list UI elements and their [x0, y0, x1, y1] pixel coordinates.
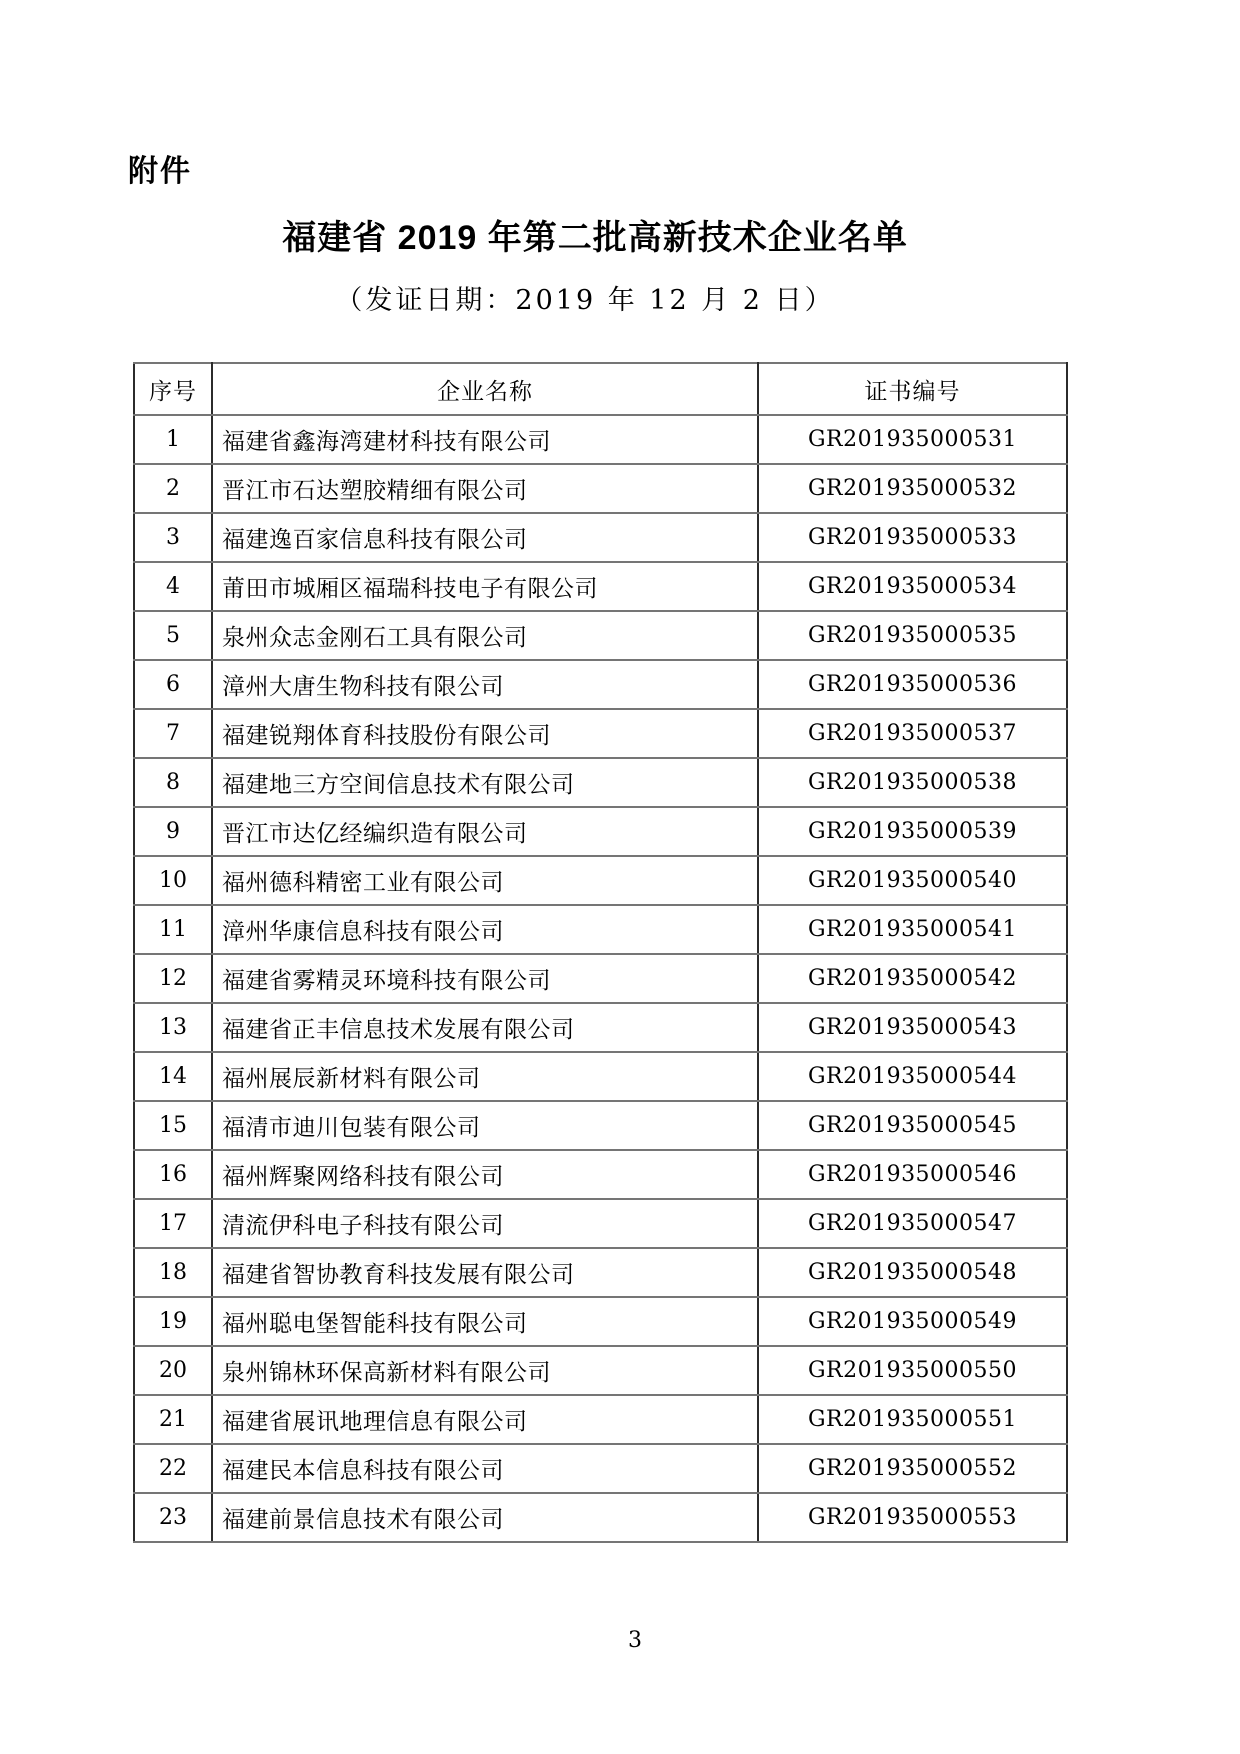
cell-certificate-number: GR201935000549 — [758, 1297, 1067, 1346]
cell-company-name: 泉州众志金刚石工具有限公司 — [212, 611, 758, 660]
page-number: 3 — [628, 1628, 642, 1653]
cell-serial-number: 17 — [134, 1199, 212, 1248]
cell-serial-number: 14 — [134, 1052, 212, 1101]
cell-certificate-number: GR201935000539 — [758, 807, 1067, 856]
cell-serial-number: 22 — [134, 1444, 212, 1493]
attachment-label: 附件 — [128, 155, 192, 188]
table-row — [134, 1444, 1067, 1493]
cell-certificate-number: GR201935000551 — [758, 1395, 1067, 1444]
cell-certificate-number: GR201935000533 — [758, 513, 1067, 562]
table-row — [134, 709, 1067, 758]
cell-company-name: 福建省展讯地理信息有限公司 — [212, 1395, 758, 1444]
cell-company-name: 福州德科精密工业有限公司 — [212, 856, 758, 905]
table-row — [134, 1101, 1067, 1150]
table-row — [134, 1199, 1067, 1248]
cell-serial-number: 16 — [134, 1150, 212, 1199]
cell-certificate-number: GR201935000546 — [758, 1150, 1067, 1199]
cell-company-name: 福建省雾精灵环境科技有限公司 — [212, 954, 758, 1003]
cell-certificate-number: GR201935000542 — [758, 954, 1067, 1003]
cell-certificate-number: GR201935000544 — [758, 1052, 1067, 1101]
table-row — [134, 1395, 1067, 1444]
cell-company-name: 晋江市石达塑胶精细有限公司 — [212, 464, 758, 513]
cell-certificate-number: GR201935000538 — [758, 758, 1067, 807]
cell-certificate-number: GR201935000540 — [758, 856, 1067, 905]
cell-serial-number: 21 — [134, 1395, 212, 1444]
table-row — [134, 415, 1067, 464]
table-row — [134, 905, 1067, 954]
cell-certificate-number: GR201935000537 — [758, 709, 1067, 758]
cell-serial-number: 11 — [134, 905, 212, 954]
cell-company-name: 福建前景信息技术有限公司 — [212, 1493, 758, 1542]
company-table — [133, 362, 1068, 1543]
company-table-header — [134, 363, 1067, 415]
table-row — [134, 611, 1067, 660]
cell-company-name: 福建民本信息科技有限公司 — [212, 1444, 758, 1493]
cell-company-name: 福州聪电堡智能科技有限公司 — [212, 1297, 758, 1346]
cell-certificate-number: GR201935000543 — [758, 1003, 1067, 1052]
cell-serial-number: 1 — [134, 415, 212, 464]
cell-company-name: 莆田市城厢区福瑞科技电子有限公司 — [212, 562, 758, 611]
cell-serial-number: 9 — [134, 807, 212, 856]
cell-certificate-number: GR201935000545 — [758, 1101, 1067, 1150]
table-row — [134, 1150, 1067, 1199]
cell-company-name: 漳州大唐生物科技有限公司 — [212, 660, 758, 709]
table-row — [134, 1248, 1067, 1297]
cell-company-name: 福清市迪川包装有限公司 — [212, 1101, 758, 1150]
cell-serial-number: 10 — [134, 856, 212, 905]
cell-certificate-number: GR201935000541 — [758, 905, 1067, 954]
table-row — [134, 464, 1067, 513]
header-row — [134, 363, 1067, 415]
cell-serial-number: 2 — [134, 464, 212, 513]
cell-company-name: 福建省智协教育科技发展有限公司 — [212, 1248, 758, 1297]
table-row — [134, 758, 1067, 807]
cell-serial-number: 5 — [134, 611, 212, 660]
cell-certificate-number: GR201935000547 — [758, 1199, 1067, 1248]
cell-serial-number: 6 — [134, 660, 212, 709]
cell-company-name: 福建逸百家信息科技有限公司 — [212, 513, 758, 562]
header-certificate-number: 证书编号 — [758, 363, 1067, 415]
cell-serial-number: 20 — [134, 1346, 212, 1395]
cell-company-name: 福建省鑫海湾建材科技有限公司 — [212, 415, 758, 464]
table-row — [134, 1346, 1067, 1395]
cell-company-name: 福州展辰新材料有限公司 — [212, 1052, 758, 1101]
cell-company-name: 清流伊科电子科技有限公司 — [212, 1199, 758, 1248]
cell-company-name: 福建锐翔体育科技股份有限公司 — [212, 709, 758, 758]
document-title: 福建省 2019 年第二批高新技术企业名单 — [282, 219, 908, 257]
cell-certificate-number: GR201935000531 — [758, 415, 1067, 464]
cell-company-name: 晋江市达亿经编织造有限公司 — [212, 807, 758, 856]
cell-serial-number: 13 — [134, 1003, 212, 1052]
header-company-name: 企业名称 — [212, 363, 758, 415]
cell-certificate-number: GR201935000536 — [758, 660, 1067, 709]
company-table-body — [134, 415, 1067, 1542]
cell-serial-number: 15 — [134, 1101, 212, 1150]
table-row — [134, 660, 1067, 709]
cell-company-name: 漳州华康信息科技有限公司 — [212, 905, 758, 954]
table-row — [134, 1003, 1067, 1052]
header-serial-number: 序号 — [134, 363, 212, 415]
cell-serial-number: 3 — [134, 513, 212, 562]
cell-company-name: 福建省正丰信息技术发展有限公司 — [212, 1003, 758, 1052]
table-row — [134, 562, 1067, 611]
cell-serial-number: 7 — [134, 709, 212, 758]
document-subtitle: （发证日期：2019 年 12 月 2 日） — [335, 285, 835, 316]
cell-certificate-number: GR201935000552 — [758, 1444, 1067, 1493]
cell-certificate-number: GR201935000550 — [758, 1346, 1067, 1395]
cell-company-name: 福建地三方空间信息技术有限公司 — [212, 758, 758, 807]
cell-serial-number: 18 — [134, 1248, 212, 1297]
cell-certificate-number: GR201935000548 — [758, 1248, 1067, 1297]
cell-serial-number: 23 — [134, 1493, 212, 1542]
table-row — [134, 1052, 1067, 1101]
cell-certificate-number: GR201935000553 — [758, 1493, 1067, 1542]
cell-serial-number: 12 — [134, 954, 212, 1003]
cell-serial-number: 19 — [134, 1297, 212, 1346]
cell-certificate-number: GR201935000534 — [758, 562, 1067, 611]
table-row — [134, 954, 1067, 1003]
cell-serial-number: 4 — [134, 562, 212, 611]
cell-company-name: 泉州锦林环保高新材料有限公司 — [212, 1346, 758, 1395]
table-row — [134, 856, 1067, 905]
table-row — [134, 807, 1067, 856]
cell-serial-number: 8 — [134, 758, 212, 807]
table-row — [134, 1297, 1067, 1346]
table-row — [134, 1493, 1067, 1542]
cell-company-name: 福州辉聚网络科技有限公司 — [212, 1150, 758, 1199]
cell-certificate-number: GR201935000535 — [758, 611, 1067, 660]
table-row — [134, 513, 1067, 562]
cell-certificate-number: GR201935000532 — [758, 464, 1067, 513]
